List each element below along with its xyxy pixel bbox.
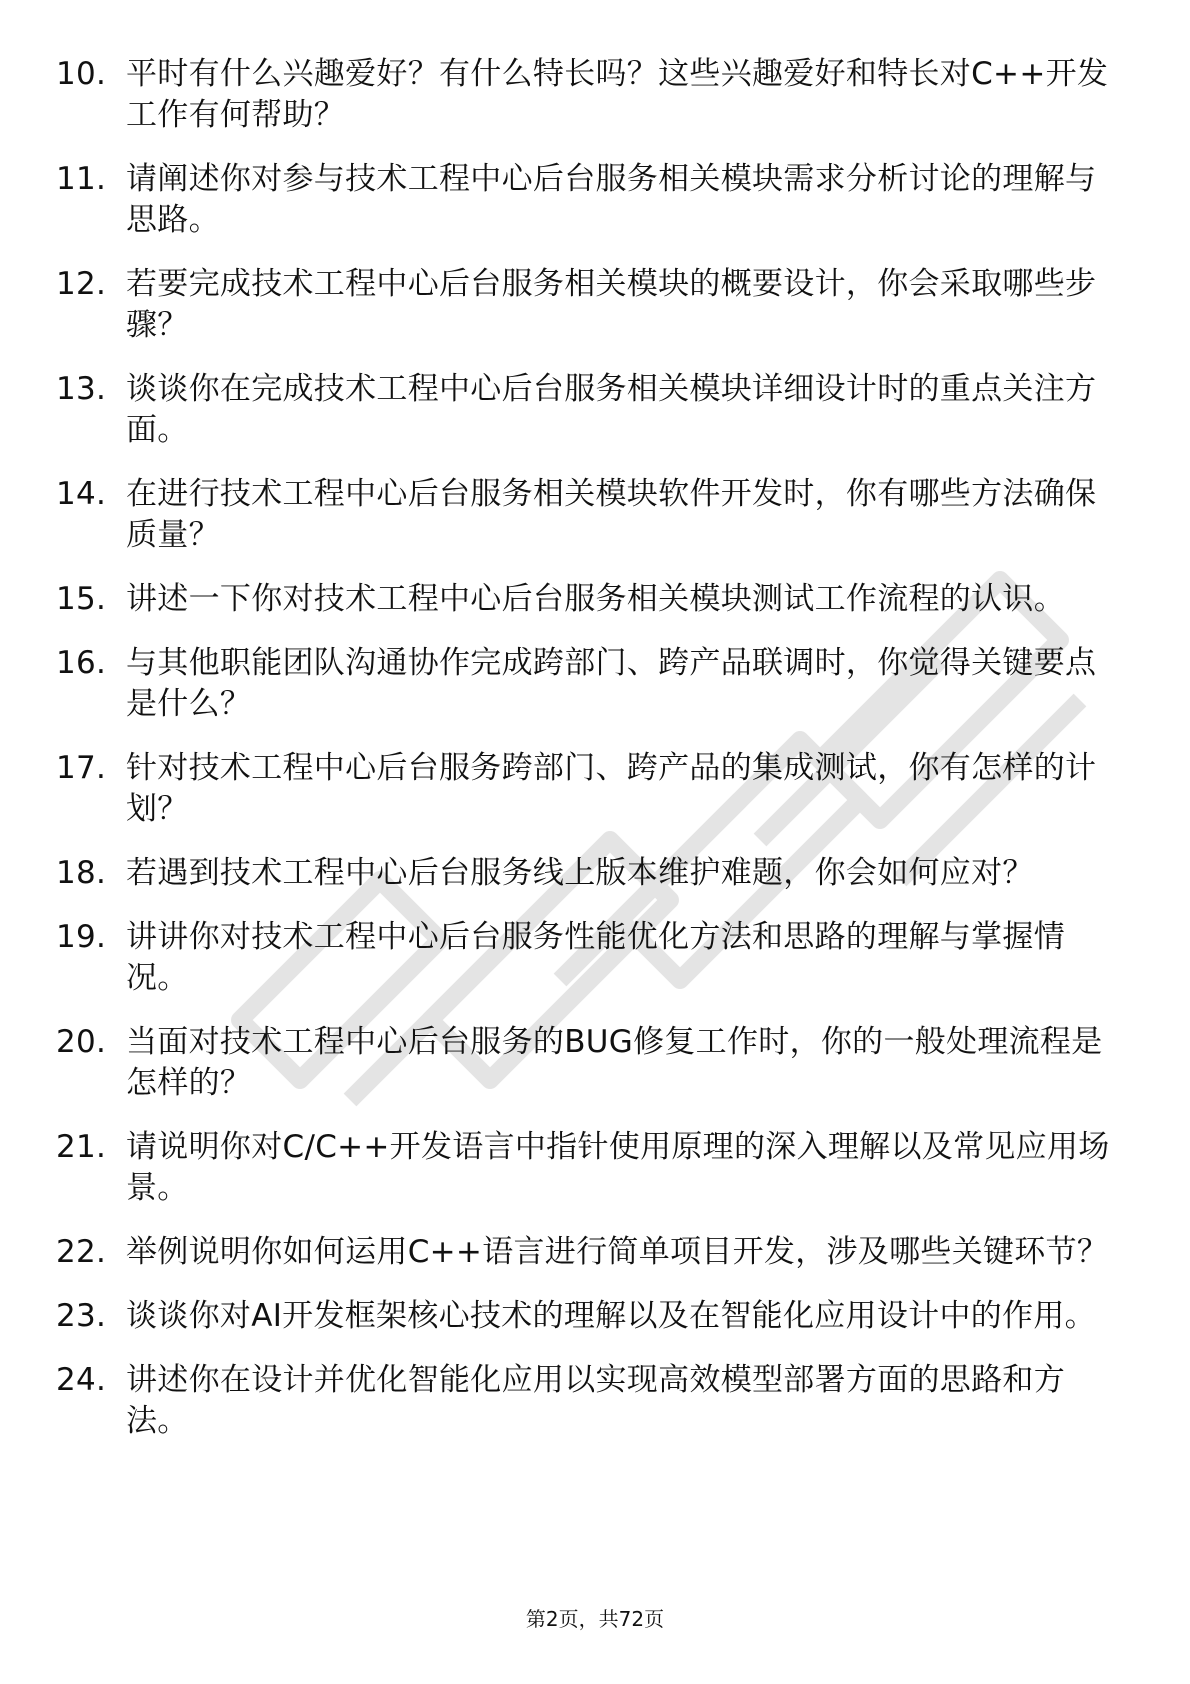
page-footer: 第2页，共72页 xyxy=(525,1607,665,1631)
list-item xyxy=(56,1127,1136,1209)
question-text: 讲述你在设计并优化智能化应用以实现高效模型部署方面的思路和方法。 xyxy=(126,1362,1065,1439)
question-text: 举例说明你如何运用C++语言进行简单项目开发，涉及哪些关键环节？ xyxy=(126,1234,1109,1270)
question-number: 12. xyxy=(56,266,107,302)
question-text: 若遇到技术工程中心后台服务线上版本维护难题，你会如何应对？ xyxy=(126,855,1034,891)
list-item xyxy=(56,853,1136,894)
list-item xyxy=(56,159,1136,241)
question-number: 20. xyxy=(56,1024,107,1060)
question-number: 10. xyxy=(56,56,107,92)
question-text: 讲述一下你对技术工程中心后台服务相关模块测试工作流程的认识。 xyxy=(126,581,1065,617)
question-number: 24. xyxy=(56,1362,107,1398)
question-number: 14. xyxy=(56,476,107,512)
list-item xyxy=(56,54,1136,136)
list-item xyxy=(56,1360,1136,1442)
list-item xyxy=(56,579,1136,620)
question-text: 请阐述你对参与技术工程中心后台服务相关模块需求分析讨论的理解与思路。 xyxy=(126,161,1097,238)
list-item xyxy=(56,264,1136,346)
question-number: 11. xyxy=(56,161,107,197)
question-text: 平时有什么兴趣爱好？有什么特长吗？这些兴趣爱好和特长对C++开发工作有何帮助？ xyxy=(126,56,1109,133)
question-text: 讲讲你对技术工程中心后台服务性能优化方法和思路的理解与掌握情况。 xyxy=(126,919,1065,996)
question-text: 在进行技术工程中心后台服务相关模块软件开发时，你有哪些方法确保质量？ xyxy=(126,476,1097,553)
question-list xyxy=(56,54,1136,1465)
list-item xyxy=(56,1232,1136,1273)
question-text: 谈谈你在完成技术工程中心后台服务相关模块详细设计时的重点关注方面。 xyxy=(126,371,1097,448)
question-number: 13. xyxy=(56,371,107,407)
list-item xyxy=(56,369,1136,451)
question-text: 当面对技术工程中心后台服务的BUG修复工作时，你的一般处理流程是怎样的？ xyxy=(126,1024,1103,1101)
question-number: 17. xyxy=(56,750,107,786)
question-number: 23. xyxy=(56,1298,107,1334)
question-text: 与其他职能团队沟通协作完成跨部门、跨产品联调时，你觉得关键要点是什么？ xyxy=(126,645,1097,722)
question-number: 21. xyxy=(56,1129,107,1165)
question-number: 15. xyxy=(56,581,107,617)
list-item xyxy=(56,474,1136,556)
question-text: 针对技术工程中心后台服务跨部门、跨产品的集成测试，你有怎样的计划？ xyxy=(126,750,1097,827)
question-text: 请说明你对C/C++开发语言中指针使用原理的深入理解以及常见应用场景。 xyxy=(126,1129,1110,1206)
question-number: 22. xyxy=(56,1234,107,1270)
question-number: 19. xyxy=(56,919,107,955)
list-item xyxy=(56,1296,1136,1337)
question-text: 谈谈你对AI开发框架核心技术的理解以及在智能化应用设计中的作用。 xyxy=(126,1298,1096,1334)
question-number: 16. xyxy=(56,645,107,681)
question-number: 18. xyxy=(56,855,107,891)
list-item xyxy=(56,643,1136,725)
list-item xyxy=(56,1022,1136,1104)
list-item xyxy=(56,748,1136,830)
question-text: 若要完成技术工程中心后台服务相关模块的概要设计，你会采取哪些步骤？ xyxy=(126,266,1097,343)
list-item xyxy=(56,917,1136,999)
